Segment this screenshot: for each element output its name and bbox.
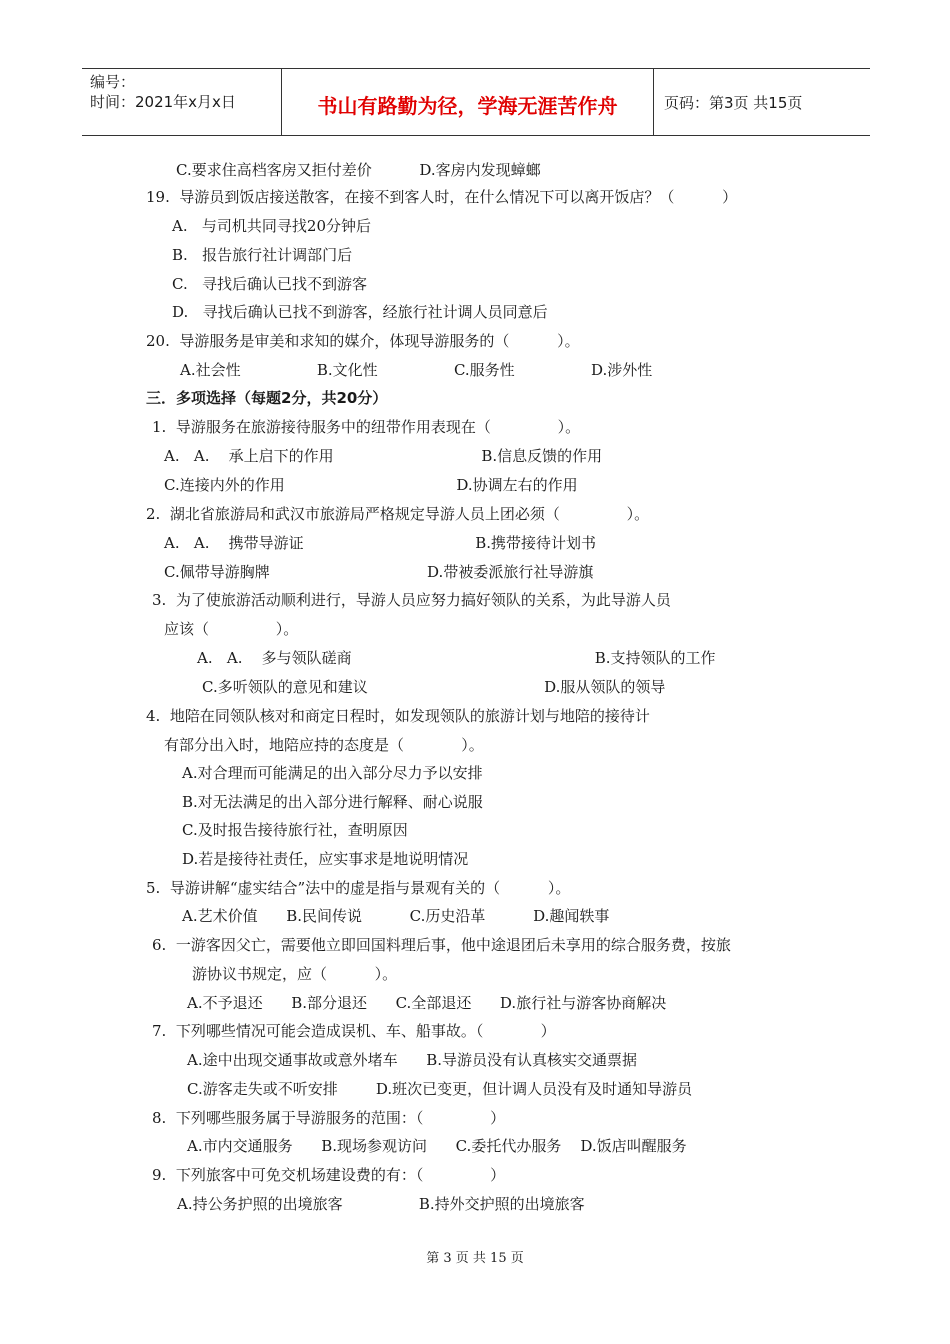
m4-option-b: B.对无法满足的出入部分进行解释、耐心说服 [182,793,483,811]
m1-options-ab: A. A. 承上启下的作用 B.信息反馈的作用 [164,447,603,465]
q19-option-b: B. 报告旅行社计调部门后 [172,246,353,264]
serial-label: 编号： [90,73,136,91]
m8-options: A.市内交通服务 B.现场参观访问 C.委托代办服务 D.饭店叫醒服务 [187,1137,687,1155]
m4-option-c: C.及时报告接待旅行社，查明原因 [182,821,408,839]
m6-stem-line2: 游协议书规定，应（ ）。 [192,965,398,983]
m9-options-ab: A.持公务护照的出境旅客 B.持外交护照的出境旅客 [177,1195,585,1213]
q19-option-c: C. 寻找后确认已找不到游客 [172,275,368,293]
section-heading-multiple-choice: 三．多项选择（每题2分，共20分） [146,389,388,407]
q20-stem: 20. 导游服务是审美和求知的媒介，体现导游服务的（ ）。 [146,332,580,350]
q19-option-d: D. 寻找后确认已找不到游客，经旅行社计调人员同意后 [172,303,548,321]
time-label: 时间：2021年x月x日 [90,93,236,111]
m7-options-ab: A.途中出现交通事故或意外堵车 B.导游员没有认真核实交通票据 [187,1051,638,1069]
q20-options: A.社会性 B.文化性 C.服务性 D.涉外性 [180,361,653,379]
m7-stem: 7. 下列哪些情况可能会造成误机、车、船事故。（ ） [152,1022,556,1040]
m3-options-cd: C.多听领队的意见和建议 D.服从领队的领导 [202,678,666,696]
page-footer: 第 3 页 共 15 页 [426,1251,524,1266]
m3-options-ab: A. A. 多与领队磋商 B.支持领队的工作 [197,649,716,667]
m5-options: A.艺术价值 B.民间传说 C.历史沿革 D.趣闻轶事 [182,907,610,925]
m2-options-ab: A. A. 携带导游证 B.携带接待计划书 [164,534,597,552]
m1-options-cd: C.连接内外的作用 D.协调左右的作用 [164,476,578,494]
m3-stem-line1: 3. 为了使旅游活动顺利进行，导游人员应努力搞好领队的关系，为此导游人员 [152,591,671,609]
m1-stem: 1. 导游服务在旅游接待服务中的纽带作用表现在（ ）。 [152,418,581,436]
m9-stem: 9. 下列旅客中可免交机场建设费的有：（ ） [152,1166,506,1184]
page-header [82,68,870,136]
m2-options-cd: C.佩带导游胸牌 D.带被委派旅行社导游旗 [164,563,594,581]
m6-options: A.不予退还 B.部分退还 C.全部退还 D.旅行社与游客协商解决 [187,994,667,1012]
m3-stem-line2: 应该（ ）。 [164,620,299,638]
m7-options-cd: C.游客走失或不听安排 D.班次已变更，但计调人员没有及时通知导游员 [187,1080,693,1098]
m4-option-a: A.对合理而可能满足的出入部分尽力予以安排 [182,764,483,782]
header-motto: 书山有路勤为径，学海无涯苦作舟 [282,69,654,135]
header-page-info: 页码：第3页 共15页 [664,93,803,112]
m6-stem-line1: 6. 一游客因父亡，需要他立即回国料理后事，他中途退团后未享用的综合服务费，按旅 [152,936,731,954]
header-meta [82,69,282,135]
q19-option-a: A. 与司机共同寻找20分钟后 [172,217,371,235]
m2-stem: 2. 湖北省旅游局和武汉市旅游局严格规定导游人员上团必须（ ）。 [146,505,650,523]
m5-stem: 5. 导游讲解“虚实结合”法中的虚是指与景观有关的（ ）。 [146,879,571,897]
m4-stem-line1: 4. 地陪在同领队核对和商定日程时，如发现领队的旅游计划与地陪的接待计 [146,707,650,725]
m8-stem: 8. 下列哪些服务属于导游服务的范围：（ ） [152,1109,506,1127]
q19-stem: 19. 导游员到饭店接送散客，在接不到客人时，在什么情况下可以离开饭店？（ ） [146,188,738,206]
q18-options-cd: C.要求住高档客房又拒付差价 D.客房内发现蟑螂 [176,161,541,179]
m4-stem-line2: 有部分出入时，地陪应持的态度是（ ）。 [164,736,484,754]
m4-option-d: D.若是接待社责任，应实事求是地说明情况 [182,850,469,868]
